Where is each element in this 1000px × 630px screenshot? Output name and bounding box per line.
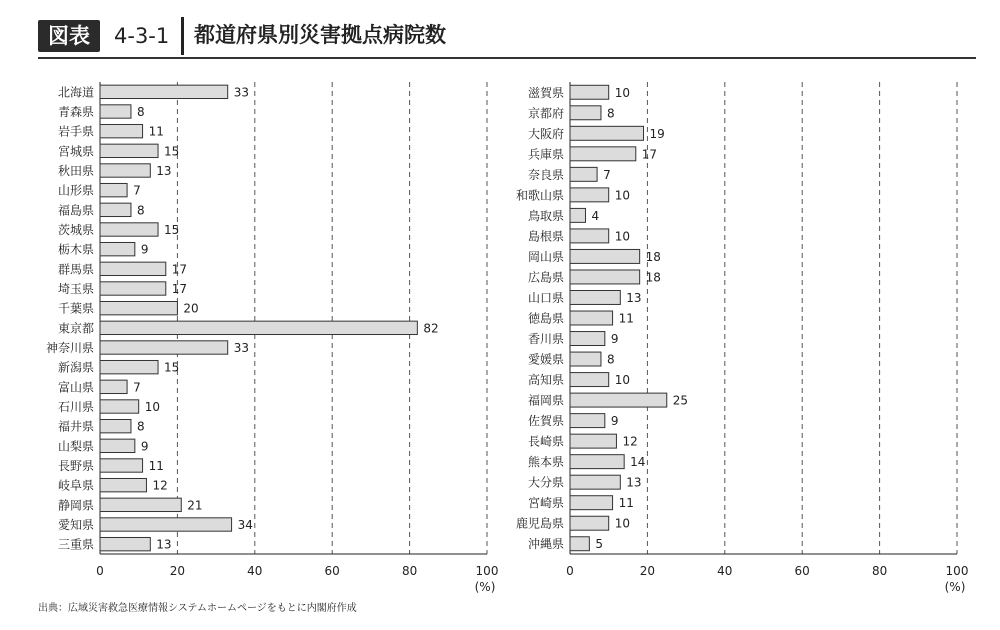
value-label: 5	[595, 537, 603, 552]
value-label: 19	[649, 126, 665, 141]
bar	[100, 262, 166, 275]
category-label: 滋賀県	[527, 85, 564, 100]
bar	[570, 311, 613, 325]
category-label: 山梨県	[57, 439, 94, 454]
bar	[570, 414, 605, 428]
bar	[570, 352, 601, 366]
bar	[570, 496, 613, 510]
bar	[100, 341, 228, 354]
tick-label: 20	[639, 564, 656, 578]
value-label: 12	[622, 434, 638, 449]
value-label: 10	[614, 373, 630, 388]
value-label: 11	[148, 124, 164, 139]
value-label: 10	[614, 188, 630, 203]
category-label: 京都府	[527, 106, 564, 121]
value-label: 8	[606, 352, 615, 367]
category-label: 秋田県	[57, 164, 94, 178]
bar	[570, 475, 620, 489]
category-label: 広島県	[527, 270, 564, 285]
category-label: 茨城県	[57, 223, 94, 237]
chart-panel-right	[516, 82, 968, 594]
bar	[570, 455, 624, 469]
value-label: 10	[144, 400, 160, 414]
category-label: 宮崎県	[527, 496, 564, 511]
value-label: 15	[164, 223, 180, 237]
category-label: 福井県	[57, 419, 94, 434]
bar	[100, 498, 181, 511]
category-label: 和歌山県	[515, 188, 564, 203]
bar	[100, 439, 135, 452]
bar	[100, 419, 131, 432]
value-label: 15	[164, 360, 180, 375]
category-label: 東京都	[57, 321, 94, 336]
bar	[100, 360, 158, 373]
value-label: 9	[140, 439, 149, 454]
bar	[100, 282, 166, 295]
value-label: 33	[233, 85, 249, 100]
bar	[570, 208, 585, 222]
bar	[100, 478, 146, 491]
category-label: 佐賀県	[527, 414, 564, 429]
tick-label: 100	[945, 564, 969, 578]
value-label: 34	[237, 518, 253, 532]
category-label: 岩手県	[57, 124, 94, 139]
category-label: 沖縄県	[527, 537, 564, 552]
value-label: 7	[133, 183, 141, 198]
value-label: 12	[152, 478, 168, 493]
bar	[570, 188, 609, 202]
value-label: 14	[630, 455, 646, 470]
category-label: 栃木県	[57, 242, 94, 257]
bar	[100, 124, 143, 137]
bar	[570, 373, 609, 387]
bar	[100, 400, 139, 413]
category-label: 富山県	[57, 380, 94, 395]
value-label: 8	[136, 419, 145, 434]
category-label: 長崎県	[527, 434, 564, 449]
value-label: 11	[148, 459, 164, 473]
bar	[100, 105, 131, 118]
tick-label: 0	[566, 564, 574, 578]
tick-label: 80	[871, 564, 888, 578]
bar	[570, 167, 597, 181]
bar	[100, 223, 158, 236]
value-label: 13	[156, 537, 172, 552]
bar	[570, 393, 667, 407]
value-label: 8	[136, 203, 145, 218]
bar	[100, 85, 228, 98]
bar	[100, 242, 135, 255]
category-label: 山形県	[57, 183, 94, 198]
value-label: 15	[164, 144, 180, 159]
category-label: 静岡県	[57, 498, 94, 513]
bar	[100, 459, 143, 472]
category-label: 群馬県	[57, 262, 94, 277]
category-label: 熊本県	[527, 455, 564, 470]
category-label: 埼玉県	[57, 282, 94, 296]
value-label: 82	[423, 321, 439, 336]
tick-label: 40	[717, 564, 733, 578]
tick-label: 100	[475, 564, 499, 578]
value-label: 17	[171, 262, 188, 277]
category-label: 山口県	[527, 290, 564, 305]
category-label: 石川県	[57, 400, 94, 414]
category-label: 愛媛県	[527, 352, 564, 367]
value-label: 20	[183, 301, 199, 316]
category-label: 徳島県	[527, 311, 564, 326]
value-label: 18	[645, 270, 661, 285]
category-label: 香川県	[527, 332, 564, 347]
figure-title: 都道府県別災害拠点病院数	[194, 23, 446, 47]
bar	[570, 106, 601, 120]
category-label: 福島県	[57, 203, 94, 218]
source-note: 出典：広域災害救急医療情報システムホームページをもとに内閣府作成	[38, 603, 357, 614]
category-label: 兵庫県	[527, 147, 564, 162]
value-label: 25	[672, 393, 689, 408]
value-label: 10	[614, 85, 630, 100]
category-label: 奈良県	[527, 167, 564, 182]
axis-unit-label: (%)	[474, 580, 496, 594]
category-label: 福岡県	[527, 393, 564, 408]
value-label: 18	[645, 249, 661, 264]
category-label: 大阪府	[527, 126, 564, 141]
axis-unit-label: (%)	[944, 580, 966, 594]
figure-number: 4-3-1	[114, 24, 170, 48]
value-label: 10	[614, 516, 630, 531]
category-label: 愛知県	[57, 518, 94, 532]
value-label: 21	[187, 498, 203, 513]
category-label: 北海道	[57, 85, 94, 100]
tick-label: 40	[247, 564, 263, 578]
value-label: 17	[641, 147, 658, 162]
value-label: 4	[591, 208, 600, 223]
bar	[100, 183, 127, 196]
bar	[100, 518, 232, 531]
value-label: 7	[603, 167, 611, 182]
value-label: 9	[140, 242, 149, 257]
bar	[100, 301, 177, 314]
tick-label: 0	[96, 564, 104, 578]
bar	[570, 537, 589, 551]
category-label: 長野県	[57, 459, 94, 473]
category-label: 高知県	[527, 373, 564, 388]
value-label: 13	[156, 164, 172, 178]
bar	[570, 249, 640, 263]
value-label: 11	[618, 496, 634, 511]
bar	[100, 203, 131, 216]
chart-panel-left	[46, 82, 498, 594]
category-label: 島根県	[527, 229, 564, 244]
bar	[570, 516, 609, 530]
bar	[570, 332, 605, 346]
value-label: 9	[610, 332, 619, 347]
bar	[100, 144, 158, 157]
category-label: 岐阜県	[57, 478, 94, 493]
bar	[570, 85, 609, 99]
bar	[100, 380, 127, 393]
bar	[100, 164, 150, 177]
category-label: 神奈川県	[45, 341, 94, 355]
bar	[570, 291, 620, 305]
category-label: 宮城県	[57, 144, 94, 159]
figure-badge: 図表	[38, 20, 100, 52]
category-label: 鳥取県	[527, 208, 564, 223]
bar	[570, 126, 644, 140]
value-label: 13	[626, 290, 642, 305]
tick-label: 80	[401, 564, 418, 578]
value-label: 8	[606, 106, 615, 121]
value-label: 8	[136, 105, 145, 119]
value-label: 10	[614, 229, 630, 244]
category-label: 三重県	[57, 537, 94, 552]
tick-label: 60	[794, 564, 810, 578]
bar	[100, 321, 417, 334]
bar	[570, 229, 609, 243]
value-label: 9	[610, 414, 619, 429]
bar	[570, 147, 636, 161]
category-label: 大分県	[527, 475, 564, 490]
category-label: 鹿児島県	[515, 516, 564, 531]
value-label: 17	[171, 282, 188, 296]
category-label: 新潟県	[57, 360, 94, 375]
bar	[570, 270, 640, 284]
value-label: 13	[626, 475, 642, 490]
category-label: 岡山県	[527, 249, 564, 264]
value-label: 7	[133, 380, 141, 395]
tick-label: 60	[324, 564, 340, 578]
value-label: 11	[618, 311, 634, 326]
category-label: 青森県	[57, 105, 94, 119]
bar	[570, 434, 616, 448]
value-label: 33	[233, 341, 249, 355]
category-label: 千葉県	[57, 301, 94, 316]
tick-label: 20	[169, 564, 186, 578]
bar	[100, 537, 150, 550]
